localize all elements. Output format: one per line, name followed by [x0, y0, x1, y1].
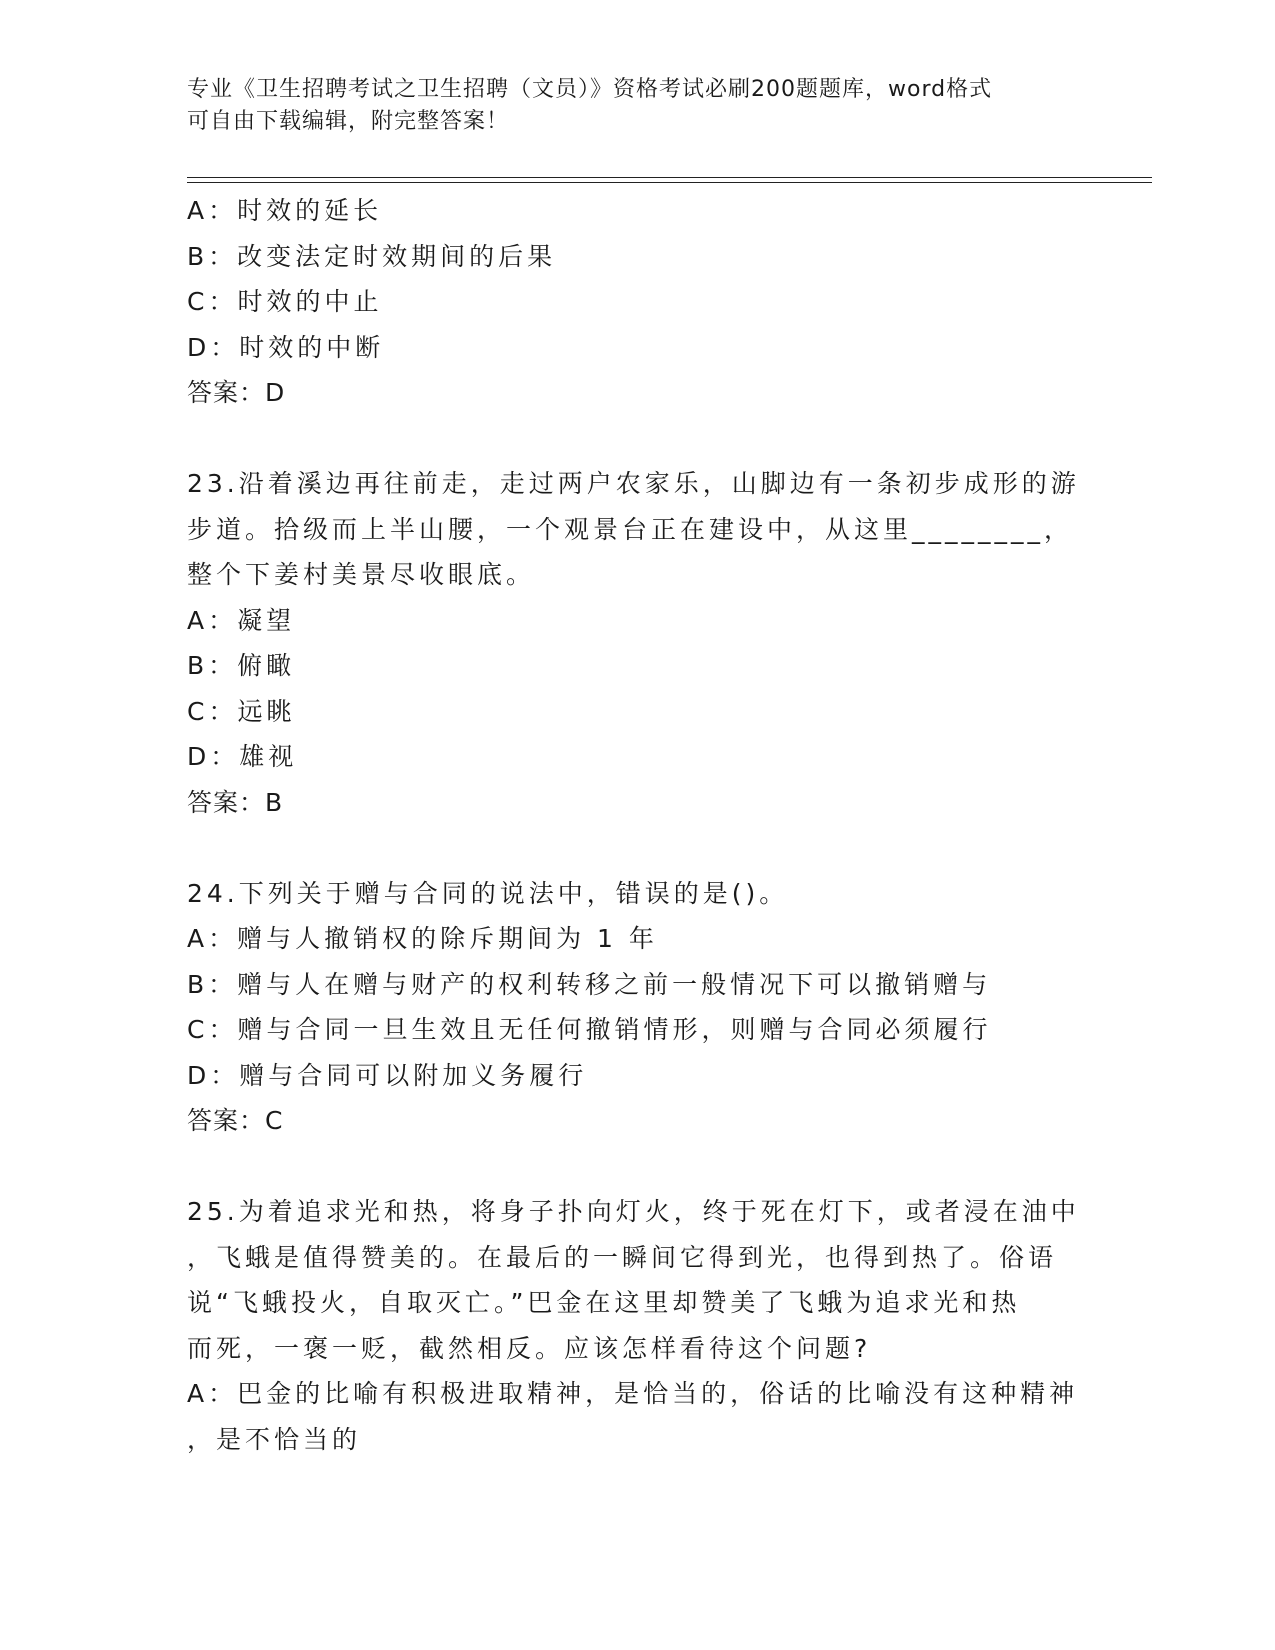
option-b: B：赠与人在赠与财产的权利转移之前一般情况下可以撤销赠与	[187, 969, 992, 999]
spacer	[187, 825, 1077, 871]
question-stem: 步道。拾级而上半山腰，一个观景台正在建设中，从这里________，	[187, 514, 1074, 544]
question-content	[187, 188, 1080, 1462]
option-c: C：赠与合同一旦生效且无任何撤销情形，则赠与合同必须履行	[187, 1015, 992, 1044]
spacer	[187, 416, 1077, 462]
answer: 答案：C	[187, 1106, 284, 1135]
question-24	[187, 871, 1077, 1144]
option-b: B：改变法定时效期间的后果	[187, 241, 557, 271]
question-stem: 说“飞蛾投火，自取灭亡。”巴金在这里却赞美了飞蛾为追求光和热	[187, 1288, 1021, 1317]
option-b: B：俯瞰	[187, 651, 296, 680]
option-c: C：远眺	[187, 696, 296, 726]
header-rule-top	[187, 177, 1152, 178]
question-stem: 而死，一褒一贬，截然相反。应该怎样看待这个问题?	[187, 1333, 872, 1363]
option-c: C：时效的中止	[187, 287, 383, 316]
question-stem: 25.为着追求光和热，将身子扑向灯火，终于死在灯下，或者浸在油中	[187, 1197, 1080, 1226]
question-stem: 整个下姜村美景尽收眼底。	[187, 560, 536, 589]
option-a: A：赠与人撤销权的除斥期间为 1 年	[187, 924, 658, 953]
option-d: D：雄视	[187, 742, 298, 771]
option-a: A：巴金的比喻有积极进取精神，是恰当的，俗话的比喻没有这种精神	[187, 1379, 1079, 1408]
document-header	[187, 74, 1067, 138]
question-22-continued	[187, 188, 1077, 416]
answer: 答案：B	[187, 787, 284, 817]
question-stem: 23.沿着溪边再往前走，走过两户农家乐，山脚边有一条初步成形的游	[187, 469, 1080, 498]
header-line-1: 专业《卫生招聘考试之卫生招聘（文员）》资格考试必刷200题题库，word格式	[187, 77, 993, 102]
option-a: A：时效的延长	[187, 196, 383, 225]
answer: 答案：D	[187, 378, 286, 407]
question-23	[187, 461, 1080, 825]
header-rule-bottom	[187, 182, 1152, 183]
question-stem: ，飞蛾是值得赞美的。在最后的一瞬间它得到光，也得到热了。俗语	[187, 1242, 1058, 1272]
option-a-continued: ，是不恰当的	[187, 1424, 362, 1454]
option-d: D：赠与合同可以附加义务履行	[187, 1060, 588, 1090]
spacer	[187, 1144, 1077, 1190]
option-d: D：时效的中断	[187, 332, 385, 362]
header-line-2: 可自由下载编辑，附完整答案！	[187, 109, 510, 134]
option-a: A：凝望	[187, 605, 296, 635]
question-stem: 24.下列关于赠与合同的说法中，错误的是()。	[187, 878, 789, 908]
question-25	[187, 1189, 1080, 1462]
